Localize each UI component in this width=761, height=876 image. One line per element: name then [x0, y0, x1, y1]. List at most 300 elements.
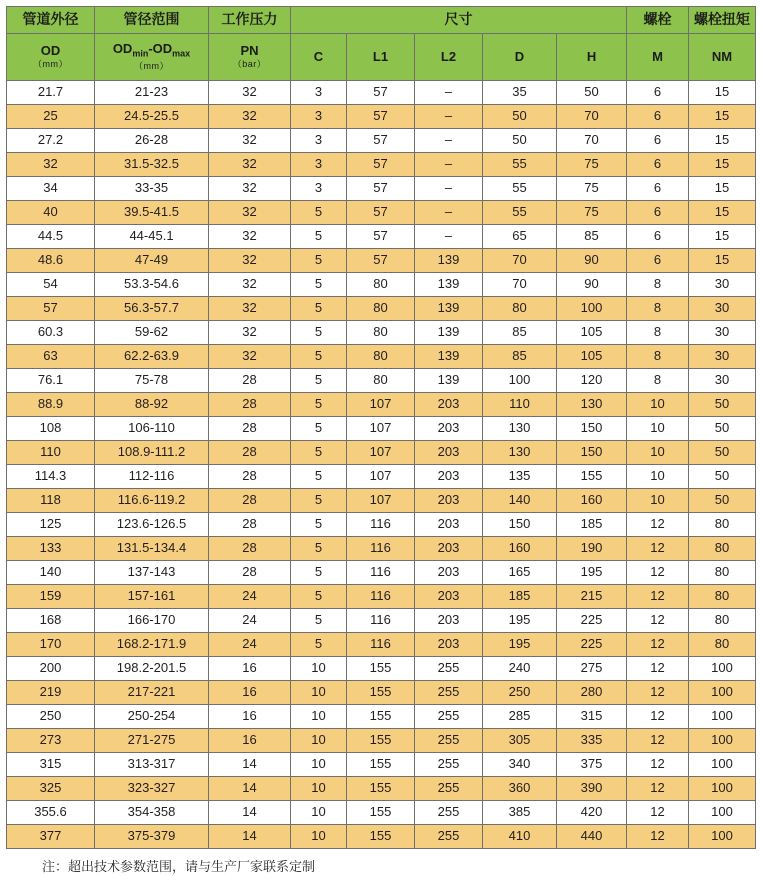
table-cell: 250	[483, 681, 557, 705]
table-cell: 30	[689, 273, 756, 297]
table-cell: 123.6-126.5	[95, 513, 209, 537]
table-cell: 6	[627, 81, 689, 105]
table-cell: 168.2-171.9	[95, 633, 209, 657]
table-row	[7, 177, 756, 201]
table-cell: 28	[209, 489, 291, 513]
table-cell: 140	[7, 561, 95, 585]
table-cell: 157-161	[95, 585, 209, 609]
table-cell: 100	[689, 825, 756, 849]
table-cell: 5	[291, 201, 347, 225]
table-cell: 6	[627, 129, 689, 153]
table-cell: 28	[209, 537, 291, 561]
table-cell: 190	[557, 537, 627, 561]
table-cell: 203	[415, 441, 483, 465]
table-cell: 5	[291, 489, 347, 513]
table-cell: 59-62	[95, 321, 209, 345]
pipe-coupling-spec-table	[6, 6, 756, 849]
table-row	[7, 129, 756, 153]
table-cell: 65	[483, 225, 557, 249]
table-row	[7, 705, 756, 729]
table-row	[7, 249, 756, 273]
table-cell: 112-116	[95, 465, 209, 489]
table-cell: 80	[483, 297, 557, 321]
table-cell: 285	[483, 705, 557, 729]
table-cell: 105	[557, 345, 627, 369]
table-cell: 34	[7, 177, 95, 201]
table-cell: 5	[291, 297, 347, 321]
table-cell: 10	[291, 729, 347, 753]
table-cell: 203	[415, 513, 483, 537]
table-cell: 12	[627, 753, 689, 777]
table-cell: 225	[557, 609, 627, 633]
table-cell: –	[415, 105, 483, 129]
table-cell: 130	[483, 441, 557, 465]
col-header-range	[95, 34, 209, 81]
table-cell: 24	[209, 609, 291, 633]
table-cell: 155	[347, 657, 415, 681]
table-cell: 50	[689, 417, 756, 441]
table-cell: 5	[291, 225, 347, 249]
table-cell: 15	[689, 105, 756, 129]
table-cell: 255	[415, 729, 483, 753]
group-header-bolt: 螺栓	[627, 7, 689, 34]
table-cell: 44.5	[7, 225, 95, 249]
table-cell: 10	[627, 465, 689, 489]
table-cell: 80	[347, 345, 415, 369]
col-header-h: H	[557, 34, 627, 81]
table-cell: 6	[627, 105, 689, 129]
group-header-pressure: 工作压力	[209, 7, 291, 34]
table-cell: 5	[291, 369, 347, 393]
table-cell: 12	[627, 825, 689, 849]
table-cell: 107	[347, 489, 415, 513]
table-cell: 70	[483, 273, 557, 297]
table-cell: 108	[7, 417, 95, 441]
table-cell: 50	[689, 393, 756, 417]
table-cell: 12	[627, 609, 689, 633]
table-cell: 39.5-41.5	[95, 201, 209, 225]
table-cell: 354-358	[95, 801, 209, 825]
table-cell: 30	[689, 321, 756, 345]
table-cell: 6	[627, 201, 689, 225]
table-row	[7, 753, 756, 777]
table-cell: 28	[209, 441, 291, 465]
table-cell: 30	[689, 369, 756, 393]
table-cell: 25	[7, 105, 95, 129]
table-cell: 5	[291, 321, 347, 345]
col-header-od	[7, 34, 95, 81]
table-cell: 15	[689, 81, 756, 105]
table-cell: 8	[627, 321, 689, 345]
table-cell: 12	[627, 513, 689, 537]
table-cell: 32	[209, 81, 291, 105]
table-cell: 160	[557, 489, 627, 513]
table-cell: 57	[347, 153, 415, 177]
table-row	[7, 801, 756, 825]
table-cell: 3	[291, 81, 347, 105]
table-cell: 48.6	[7, 249, 95, 273]
table-cell: 32	[209, 105, 291, 129]
table-row	[7, 489, 756, 513]
table-cell: 335	[557, 729, 627, 753]
table-body	[7, 81, 756, 849]
table-cell: 47-49	[95, 249, 209, 273]
table-cell: 5	[291, 633, 347, 657]
table-cell: 10	[291, 753, 347, 777]
table-cell: 150	[483, 513, 557, 537]
table-cell: 88-92	[95, 393, 209, 417]
group-header-range: 管径范围	[95, 7, 209, 34]
table-cell: 80	[689, 585, 756, 609]
table-cell: 100	[689, 753, 756, 777]
table-cell: 110	[7, 441, 95, 465]
table-cell: 135	[483, 465, 557, 489]
table-cell: 155	[347, 777, 415, 801]
table-cell: 40	[7, 201, 95, 225]
group-header-bolt-torque: 螺栓扭矩	[689, 7, 756, 34]
table-cell: 85	[557, 225, 627, 249]
table-cell: 24	[209, 633, 291, 657]
table-row	[7, 81, 756, 105]
table-cell: 57	[347, 105, 415, 129]
table-cell: 57	[7, 297, 95, 321]
table-cell: 16	[209, 705, 291, 729]
table-cell: 385	[483, 801, 557, 825]
table-cell: 76.1	[7, 369, 95, 393]
table-row	[7, 105, 756, 129]
table-row	[7, 345, 756, 369]
table-cell: 100	[689, 657, 756, 681]
table-cell: 50	[557, 81, 627, 105]
table-cell: 14	[209, 801, 291, 825]
table-cell: 63	[7, 345, 95, 369]
table-cell: 107	[347, 417, 415, 441]
table-cell: 75-78	[95, 369, 209, 393]
table-cell: 80	[347, 273, 415, 297]
table-cell: 32	[209, 177, 291, 201]
table-cell: 33-35	[95, 177, 209, 201]
table-cell: 155	[347, 729, 415, 753]
table-cell: 203	[415, 609, 483, 633]
table-cell: 130	[483, 417, 557, 441]
table-cell: 5	[291, 393, 347, 417]
table-cell: 27.2	[7, 129, 95, 153]
table-cell: 32	[209, 345, 291, 369]
table-cell: 12	[627, 585, 689, 609]
table-cell: 375-379	[95, 825, 209, 849]
table-cell: 140	[483, 489, 557, 513]
table-cell: 5	[291, 441, 347, 465]
table-cell: 12	[627, 561, 689, 585]
col-header-range-unit: （mm）	[134, 60, 169, 71]
table-cell: 107	[347, 465, 415, 489]
table-cell: 100	[689, 705, 756, 729]
table-cell: 12	[627, 729, 689, 753]
table-cell: 185	[557, 513, 627, 537]
table-cell: 8	[627, 297, 689, 321]
table-cell: 32	[209, 225, 291, 249]
table-cell: 440	[557, 825, 627, 849]
table-cell: 70	[557, 129, 627, 153]
table-cell: 8	[627, 273, 689, 297]
table-cell: 255	[415, 681, 483, 705]
table-cell: 100	[689, 729, 756, 753]
table-cell: 275	[557, 657, 627, 681]
table-cell: 35	[483, 81, 557, 105]
table-cell: 6	[627, 177, 689, 201]
table-cell: 107	[347, 441, 415, 465]
table-cell: 203	[415, 465, 483, 489]
col-header-l1: L1	[347, 34, 415, 81]
table-cell: 5	[291, 561, 347, 585]
table-cell: 377	[7, 825, 95, 849]
table-cell: –	[415, 201, 483, 225]
table-cell: 80	[347, 297, 415, 321]
table-cell: 155	[347, 801, 415, 825]
table-row	[7, 777, 756, 801]
table-cell: 57	[347, 81, 415, 105]
table-cell: 105	[557, 321, 627, 345]
table-cell: 75	[557, 201, 627, 225]
table-cell: 10	[291, 801, 347, 825]
table-row	[7, 321, 756, 345]
table-cell: 139	[415, 273, 483, 297]
table-cell: 80	[689, 513, 756, 537]
table-cell: 131.5-134.4	[95, 537, 209, 561]
table-cell: –	[415, 177, 483, 201]
col-header-od-label: OD	[40, 42, 61, 58]
table-cell: 240	[483, 657, 557, 681]
table-row	[7, 441, 756, 465]
table-cell: 56.3-57.7	[95, 297, 209, 321]
table-cell: 75	[557, 177, 627, 201]
table-cell: 225	[557, 633, 627, 657]
table-cell: 114.3	[7, 465, 95, 489]
table-cell: 14	[209, 825, 291, 849]
table-cell: 55	[483, 201, 557, 225]
table-cell: 271-275	[95, 729, 209, 753]
table-cell: 340	[483, 753, 557, 777]
table-cell: 375	[557, 753, 627, 777]
table-cell: 168	[7, 609, 95, 633]
table-cell: 28	[209, 417, 291, 441]
table-row	[7, 153, 756, 177]
table-cell: 75	[557, 153, 627, 177]
table-row	[7, 561, 756, 585]
col-header-range-label: $OD_{min}-OD_{max}$	[112, 41, 191, 59]
table-row	[7, 369, 756, 393]
table-cell: 10	[291, 705, 347, 729]
table-cell: 50	[483, 129, 557, 153]
table-cell: 12	[627, 681, 689, 705]
table-row	[7, 297, 756, 321]
table-cell: 12	[627, 537, 689, 561]
table-cell: 137-143	[95, 561, 209, 585]
table-cell: 32	[209, 273, 291, 297]
table-cell: 80	[347, 369, 415, 393]
table-cell: 203	[415, 585, 483, 609]
table-cell: 10	[627, 393, 689, 417]
table-cell: 106-110	[95, 417, 209, 441]
table-cell: 62.2-63.9	[95, 345, 209, 369]
table-cell: 28	[209, 561, 291, 585]
table-cell: 125	[7, 513, 95, 537]
table-cell: 217-221	[95, 681, 209, 705]
table-cell: 159	[7, 585, 95, 609]
col-header-pn-unit: （bar）	[232, 59, 267, 70]
table-cell: 32	[209, 153, 291, 177]
table-cell: 200	[7, 657, 95, 681]
table-cell: 116.6-119.2	[95, 489, 209, 513]
table-cell: 250	[7, 705, 95, 729]
table-cell: 203	[415, 561, 483, 585]
table-cell: 30	[689, 297, 756, 321]
table-cell: 3	[291, 105, 347, 129]
table-cell: 203	[415, 633, 483, 657]
table-cell: 10	[291, 681, 347, 705]
table-cell: 116	[347, 561, 415, 585]
table-cell: 24.5-25.5	[95, 105, 209, 129]
table-cell: 53.3-54.6	[95, 273, 209, 297]
table-group-header-row	[7, 7, 756, 34]
table-cell: 3	[291, 177, 347, 201]
table-cell: 198.2-201.5	[95, 657, 209, 681]
table-cell: 5	[291, 513, 347, 537]
table-cell: 5	[291, 537, 347, 561]
table-cell: 28	[209, 465, 291, 489]
table-cell: 15	[689, 201, 756, 225]
table-cell: 410	[483, 825, 557, 849]
table-cell: 166-170	[95, 609, 209, 633]
table-cell: 16	[209, 729, 291, 753]
table-cell: 360	[483, 777, 557, 801]
table-row	[7, 585, 756, 609]
table-cell: 215	[557, 585, 627, 609]
table-cell: 108.9-111.2	[95, 441, 209, 465]
table-cell: 28	[209, 369, 291, 393]
table-row	[7, 537, 756, 561]
table-cell: 100	[483, 369, 557, 393]
table-cell: 150	[557, 441, 627, 465]
table-cell: 3	[291, 153, 347, 177]
table-cell: –	[415, 81, 483, 105]
table-cell: 12	[627, 705, 689, 729]
table-cell: 155	[347, 753, 415, 777]
table-cell: 116	[347, 537, 415, 561]
table-cell: 55	[483, 153, 557, 177]
table-cell: 355.6	[7, 801, 95, 825]
table-cell: 21.7	[7, 81, 95, 105]
table-cell: 100	[557, 297, 627, 321]
table-cell: –	[415, 129, 483, 153]
table-cell: 15	[689, 249, 756, 273]
table-cell: 14	[209, 753, 291, 777]
footnote: 注：超出技术参数范围，请与生产厂家联系定制	[42, 859, 316, 874]
table-cell: 57	[347, 177, 415, 201]
group-header-dimensions: 尺寸	[291, 7, 627, 34]
table-row	[7, 273, 756, 297]
table-cell: 54	[7, 273, 95, 297]
table-cell: 5	[291, 585, 347, 609]
table-cell: 116	[347, 513, 415, 537]
table-row	[7, 609, 756, 633]
table-cell: 5	[291, 345, 347, 369]
table-cell: 15	[689, 129, 756, 153]
table-cell: 8	[627, 369, 689, 393]
table-row	[7, 465, 756, 489]
table-cell: 195	[483, 633, 557, 657]
table-cell: 155	[347, 681, 415, 705]
table-cell: 12	[627, 657, 689, 681]
table-cell: 118	[7, 489, 95, 513]
table-cell: 90	[557, 273, 627, 297]
table-cell: 28	[209, 393, 291, 417]
group-header-od: 管道外径	[7, 7, 95, 34]
table-cell: 195	[483, 609, 557, 633]
table-cell: 57	[347, 225, 415, 249]
table-row	[7, 393, 756, 417]
table-cell: 139	[415, 297, 483, 321]
table-cell: 5	[291, 273, 347, 297]
table-cell: 305	[483, 729, 557, 753]
table-cell: 155	[347, 705, 415, 729]
table-row	[7, 417, 756, 441]
table-cell: 85	[483, 321, 557, 345]
table-cell: 6	[627, 225, 689, 249]
table-cell: 116	[347, 585, 415, 609]
table-cell: 12	[627, 777, 689, 801]
table-row	[7, 513, 756, 537]
table-cell: 12	[627, 633, 689, 657]
table-cell: 203	[415, 537, 483, 561]
table-cell: 255	[415, 657, 483, 681]
table-cell: 315	[557, 705, 627, 729]
table-cell: 313-317	[95, 753, 209, 777]
table-cell: 57	[347, 249, 415, 273]
table-sub-header-row	[7, 34, 756, 81]
table-cell: 50	[689, 441, 756, 465]
table-cell: 70	[483, 249, 557, 273]
table-cell: 195	[557, 561, 627, 585]
col-header-pn-label: PN	[240, 42, 259, 58]
table-cell: 6	[627, 249, 689, 273]
table-cell: 116	[347, 609, 415, 633]
table-cell: 155	[557, 465, 627, 489]
col-header-d: D	[483, 34, 557, 81]
table-cell: 203	[415, 417, 483, 441]
table-cell: 55	[483, 177, 557, 201]
table-cell: 325	[7, 777, 95, 801]
table-cell: 32	[209, 297, 291, 321]
table-cell: 80	[689, 537, 756, 561]
table-cell: 24	[209, 585, 291, 609]
table-cell: 32	[209, 321, 291, 345]
table-cell: 90	[557, 249, 627, 273]
table-cell: 116	[347, 633, 415, 657]
col-header-m: M	[627, 34, 689, 81]
table-cell: 130	[557, 393, 627, 417]
col-header-nm: NM	[689, 34, 756, 81]
table-cell: 80	[347, 321, 415, 345]
col-header-l2: L2	[415, 34, 483, 81]
table-row	[7, 633, 756, 657]
table-cell: 133	[7, 537, 95, 561]
table-cell: 255	[415, 825, 483, 849]
table-cell: 323-327	[95, 777, 209, 801]
table-cell: 5	[291, 465, 347, 489]
table-cell: 10	[627, 417, 689, 441]
table-cell: 16	[209, 681, 291, 705]
